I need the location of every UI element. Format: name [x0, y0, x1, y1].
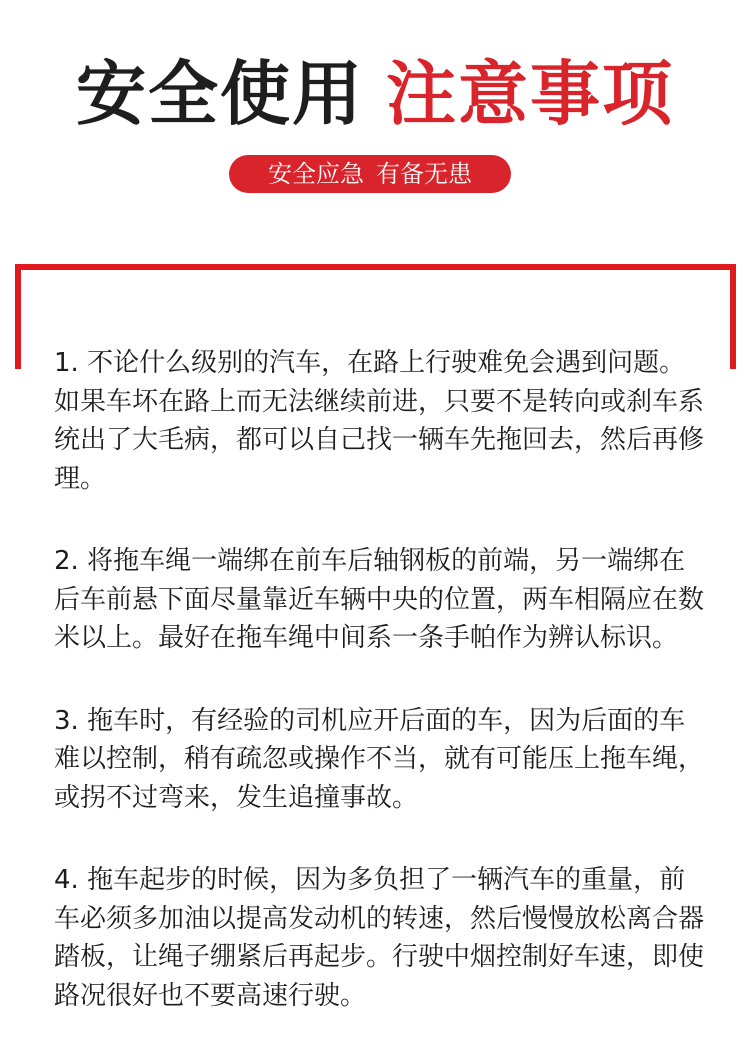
notes-list — [54, 344, 704, 1015]
slogan-part-2: 有备无患 — [376, 160, 472, 188]
note-item-3: 3. 拖车时，有经验的司机应开后面的车，因为后面的车难以控制，稍有疏忽或操作不当，就有可能压上拖车绳，或拐不过弯来，发生追撞事故。 — [54, 705, 705, 813]
frame-top-border — [15, 264, 736, 270]
title-safety-use: 安全使用 — [76, 53, 364, 135]
frame-right-border — [730, 264, 736, 369]
slogan-badge — [229, 155, 511, 193]
note-item-1: 1. 不论什么级别的汽车，在路上行驶难免会遇到问题。如果车坏在路上而无法继续前进，只要不是转向或刹车系统出了大毛病，都可以自己找一辆车先拖回去，然后再修理。 — [54, 348, 705, 494]
slogan-part-1: 安全应急 — [268, 160, 364, 188]
page-title — [0, 52, 750, 136]
title-precautions: 注意事项 — [386, 53, 674, 135]
frame-left-border — [15, 264, 21, 369]
note-item-4: 4. 拖车起步的时候，因为多负担了一辆汽车的重量，前车必须多加油以提高发动机的转速，然后慢慢放松离合器踏板，让绳子绷紧后再起步。行驶中烟控制好车速，即使路况很好也不要高速行驶。 — [54, 865, 705, 1011]
note-item-2: 2. 将拖车绳一端绑在前车后轴钢板的前端，另一端绑在后车前悬下面尽量靠近车辆中央的位置，两车相隔应在数米以上。最好在拖车绳中间系一条手帕作为辨认标识。 — [54, 546, 705, 653]
